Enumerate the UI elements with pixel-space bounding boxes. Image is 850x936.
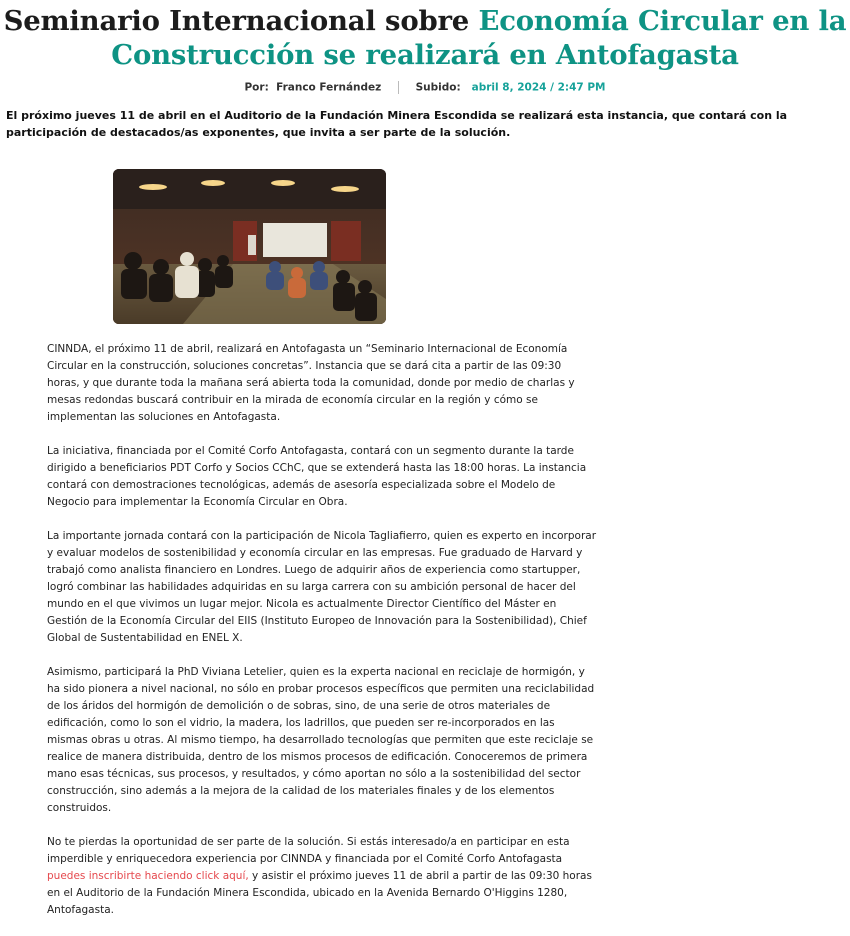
paragraph-2: La iniciativa, financiada por el Comité Corfo Antofagasta, contará con un segmento durante la tarde dirigido a beneficiarios PDT Corfo y Socios CChC, que se extenderá hasta las 18:00 horas. La instancia contará con demostraciones tecnológicas, además de asesoría especializada sobre el Modelo de Negocio para implementar la Economía Circular en Obra. (47, 445, 587, 508)
article-meta (0, 81, 850, 94)
article-lead: El próximo jueves 11 de abril en el Auditorio de la Fundación Minera Escondida se realizará esta instancia, que contará con la participación de destacados/as exponentes, que invita a ser parte de la solución. (6, 109, 788, 139)
author-name[interactable]: Franco Fernández (276, 81, 382, 94)
paragraph-5 (47, 834, 597, 919)
paragraph-5-text-end: y asistir el próximo jueves 11 de abril a partir de las 09:30 horas en el Auditorio de la Fundación Minera Escondida, ubicado en la Avenida Bernardo O'Higgins 1280, Antofagasta. (47, 870, 592, 916)
title-part-dark: Seminario Internacional sobre (3, 5, 479, 37)
article-body (47, 341, 597, 936)
paragraph-4: Asimismo, participará la PhD Viviana Letelier, quien es la experta nacional en reciclaje de hormigón, y ha sido pionera a nivel nacional, no sólo en probar procesos específicos que permiten una reciclabilidad de los áridos del hormigón de demolición o de sobras, sino, de una serie de otros materiales de edificación, como lo son el vidrio, la madera, los ladrillos, que pueden ser re-incorporados en las mismas obras u otras. Al mismo tiempo, ha desarrollado tecnologías que permiten que este reciclaje se realice de manera distribuida, dentro de los mismos procesos de edificación. Conoceremos de primera mano esas técnicas, sus procesos, y resultados, y cómo aportan no sólo a la sostenibilidad del sector construcción, sino además a la mejora de la calidad de los materiales finales y de los elementos construidos. (47, 666, 595, 814)
seminar-photo (113, 169, 386, 324)
article-title (0, 4, 850, 72)
title-part-accent: Economía Circular en la Construcción se realizará en Antofagasta (111, 5, 847, 71)
publish-date: abril 8, 2024 / 2:47 PM (471, 81, 606, 94)
paragraph-5-text-start: No te pierdas la oportunidad de ser parte de la solución. Si estás interesado/a en participar en esta imperdible y enriquecedora experiencia por CINNDA y financiada por el Comité Corfo Antofagasta (47, 836, 570, 865)
paragraph-1: CINNDA, el próximo 11 de abril, realizará en Antofagasta un “Seminario Internacional de Economía Circular en la construcción, soluciones concretas”. Instancia que se dará cita a partir de las 09:30 horas, y que durante toda la mañana será abierta toda la comunidad, donde por medio de charlas y mesas redondas buscará contribuir en la mirada de economía circular en la región y cómo se implementan las soluciones en Antofagasta. (47, 343, 575, 423)
meta-divider (398, 81, 399, 94)
date-label: Subido: (415, 81, 461, 94)
registration-link[interactable]: puedes inscribirte haciendo click aquí, (47, 870, 249, 882)
author-label: Por: (244, 81, 269, 94)
paragraph-3: La importante jornada contará con la participación de Nicola Tagliafierro, quien es experto en incorporar y evaluar modelos de sostenibilidad y economía circular en las empresas. Fue graduado de Harvard y trabajó como analista financiero en Londres. Luego de adquirir años de experiencia como startupper, logró combinar las habilidades adquiridas en su larga carrera con su ambición personal de hacer del mundo en el que vivimos un lugar mejor. Nicola es actualmente Director Científico del Máster en Gestión de la Economía Circular del EIIS (Instituto Europeo de Innovación para la Sostenibilidad), Chief Global de Sustentabilidad en ENEL X. (47, 530, 597, 644)
